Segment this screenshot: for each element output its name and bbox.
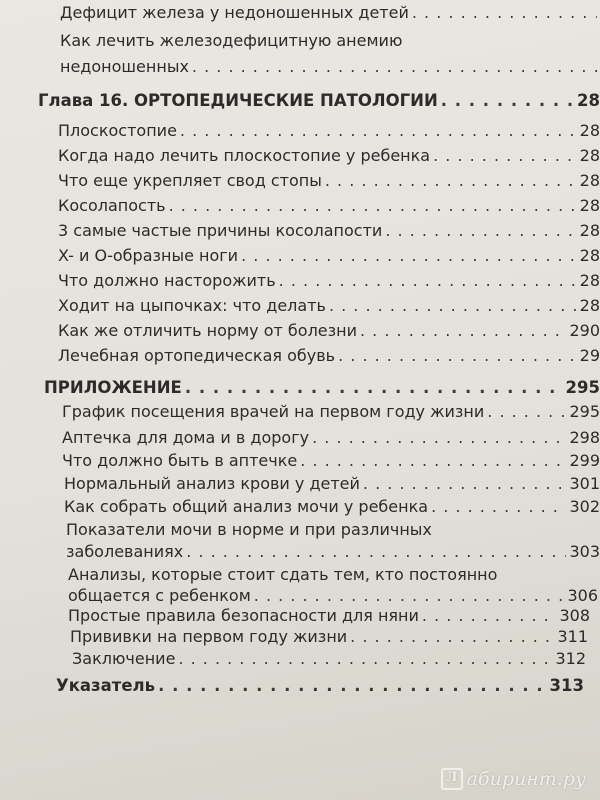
toc-entry-title: Ходит на цыпочках: что делать bbox=[58, 296, 326, 315]
toc-entry-page: 28 bbox=[579, 121, 600, 140]
toc-leader-dots bbox=[363, 474, 567, 494]
toc-entry-title: График посещения врачей на первом году жизни bbox=[62, 402, 485, 421]
toc-entry bbox=[70, 627, 588, 647]
toc-entry-title: Прививки на первом году жизни bbox=[70, 627, 348, 646]
toc-entry-page: 28 bbox=[579, 246, 600, 265]
toc-entry bbox=[58, 221, 600, 241]
toc-entry-title: Как же отличить норму от болезни bbox=[58, 321, 357, 340]
toc-entry bbox=[58, 121, 600, 141]
toc-entry bbox=[60, 57, 600, 77]
toc-entry-title: общается с ребенком bbox=[68, 586, 251, 605]
toc-entry-page: 29 bbox=[579, 346, 600, 365]
toc-entry-title-line1: Анализы, которые стоит сдать тем, кто постоянно bbox=[68, 565, 498, 584]
toc-entry-page: 28 bbox=[579, 296, 600, 315]
toc-entry-title: Лечебная ортопедическая обувь bbox=[58, 346, 336, 365]
toc-entry-page: 301 bbox=[569, 474, 600, 493]
toc-leader-dots bbox=[192, 57, 597, 77]
toc-entry bbox=[62, 451, 600, 471]
toc-entry-page: 290 bbox=[569, 321, 600, 340]
index-page: 313 bbox=[549, 676, 584, 695]
toc-entry-title: X- и О-образные ноги bbox=[58, 246, 239, 265]
toc-entry-title: Заключение bbox=[72, 649, 176, 668]
toc-leader-dots bbox=[338, 346, 577, 366]
toc-entry-page: 28 bbox=[579, 271, 600, 290]
toc-entry-page: 28 bbox=[579, 171, 600, 190]
toc-leader-dots bbox=[350, 627, 554, 647]
toc-leader-dots bbox=[300, 451, 566, 471]
toc-leader-dots bbox=[487, 402, 566, 422]
toc-leader-dots bbox=[186, 542, 566, 562]
toc-entry-page: 28 bbox=[579, 221, 600, 240]
toc-entry-title: недоношенных bbox=[60, 57, 189, 76]
toc-entry-title: Что должно насторожить bbox=[58, 271, 276, 290]
toc-entry bbox=[68, 606, 590, 626]
toc-entry bbox=[64, 497, 600, 517]
toc-entry bbox=[62, 402, 600, 422]
toc-entry-title: Простые правила безопасности для няни bbox=[68, 606, 419, 625]
toc-entry bbox=[60, 3, 600, 23]
toc-entry-page: 28 bbox=[579, 146, 600, 165]
toc-entry bbox=[64, 474, 600, 494]
toc-entry-page: 312 bbox=[555, 649, 586, 668]
toc-entry-title: заболеваниях bbox=[66, 542, 184, 561]
toc-entry-page: 298 bbox=[569, 428, 600, 447]
chapter-title: Глава 16. ОРТОПЕДИЧЕСКИЕ ПАТОЛОГИИ bbox=[38, 91, 438, 110]
toc-entry-page: 295 bbox=[569, 402, 600, 421]
toc-entry bbox=[72, 649, 586, 669]
watermark-text: абиринт.ру bbox=[466, 768, 586, 790]
labirint-logo-icon: Л bbox=[441, 768, 463, 790]
toc-entry bbox=[58, 246, 600, 266]
toc-entry-page: 306 bbox=[567, 586, 598, 605]
appendix-page: 295 bbox=[565, 378, 600, 397]
toc-entry bbox=[58, 146, 600, 166]
toc-entry bbox=[58, 296, 600, 316]
toc-entry-title: Что еще укрепляет свод стопы bbox=[58, 171, 322, 190]
toc-entry-title-line1: Показатели мочи в норме и при различных bbox=[66, 520, 432, 539]
toc-entry-title: Дефицит железа у недоношенных детей bbox=[60, 3, 409, 22]
toc-entry-page: 311 bbox=[557, 627, 588, 646]
appendix-title: ПРИЛОЖЕНИЕ bbox=[44, 378, 182, 397]
toc-leader-dots bbox=[178, 649, 552, 669]
toc-leader-dots bbox=[422, 606, 557, 626]
toc-entry-title: Как собрать общий анализ мочи у ребенка bbox=[64, 497, 429, 516]
toc-leader-dots bbox=[360, 321, 566, 341]
toc-leader-dots bbox=[329, 296, 577, 316]
toc-entry-title: Косолапость bbox=[58, 196, 166, 215]
toc-entry bbox=[58, 196, 600, 216]
toc-entry bbox=[58, 346, 600, 366]
toc-entry-page: 28 bbox=[579, 196, 600, 215]
toc-leader-dots bbox=[412, 3, 597, 23]
toc-leader-dots bbox=[441, 91, 574, 111]
chapter-page: 28 bbox=[577, 91, 600, 110]
toc-entry-page: 302 bbox=[569, 497, 600, 516]
toc-leader-dots bbox=[385, 221, 576, 241]
toc-leader-dots bbox=[312, 428, 566, 448]
index-title: Указатель bbox=[56, 676, 156, 695]
toc-leader-dots bbox=[279, 271, 577, 291]
chapter-heading bbox=[38, 91, 600, 111]
toc-leader-dots bbox=[433, 146, 577, 166]
watermark bbox=[441, 768, 586, 790]
toc-leader-dots bbox=[185, 378, 563, 398]
toc-entry-title: Когда надо лечить плоскостопие у ребенка bbox=[58, 146, 431, 165]
toc-leader-dots bbox=[431, 497, 566, 517]
toc-leader-dots bbox=[169, 196, 577, 216]
toc-entry-title-line1: Как лечить железодефицитную анемию bbox=[60, 31, 403, 50]
toc-entry bbox=[58, 271, 600, 291]
toc-entry-title: Нормальный анализ крови у детей bbox=[64, 474, 360, 493]
toc-leader-dots bbox=[254, 586, 565, 606]
toc-entry-page: 308 bbox=[559, 606, 590, 625]
toc-entry-page: 299 bbox=[569, 451, 600, 470]
toc-leader-dots bbox=[241, 246, 577, 266]
toc-entry-title: Плоскостопие bbox=[58, 121, 177, 140]
toc-entry-page: 303 bbox=[569, 542, 600, 561]
toc-entry bbox=[58, 321, 600, 341]
toc-entry-title: 3 самые частые причины косолапости bbox=[58, 221, 383, 240]
toc-entry bbox=[58, 171, 600, 191]
toc-entry bbox=[68, 586, 598, 606]
toc-leader-dots bbox=[180, 121, 577, 141]
toc-entry bbox=[66, 542, 600, 562]
toc-leader-dots bbox=[325, 171, 577, 191]
toc-entry-title: Что должно быть в аптечке bbox=[62, 451, 298, 470]
appendix-heading bbox=[44, 378, 600, 398]
index-heading bbox=[56, 676, 584, 696]
toc-entry-title: Аптечка для дома и в дорогу bbox=[62, 428, 310, 447]
toc-leader-dots bbox=[158, 676, 546, 696]
toc-entry bbox=[62, 428, 600, 448]
